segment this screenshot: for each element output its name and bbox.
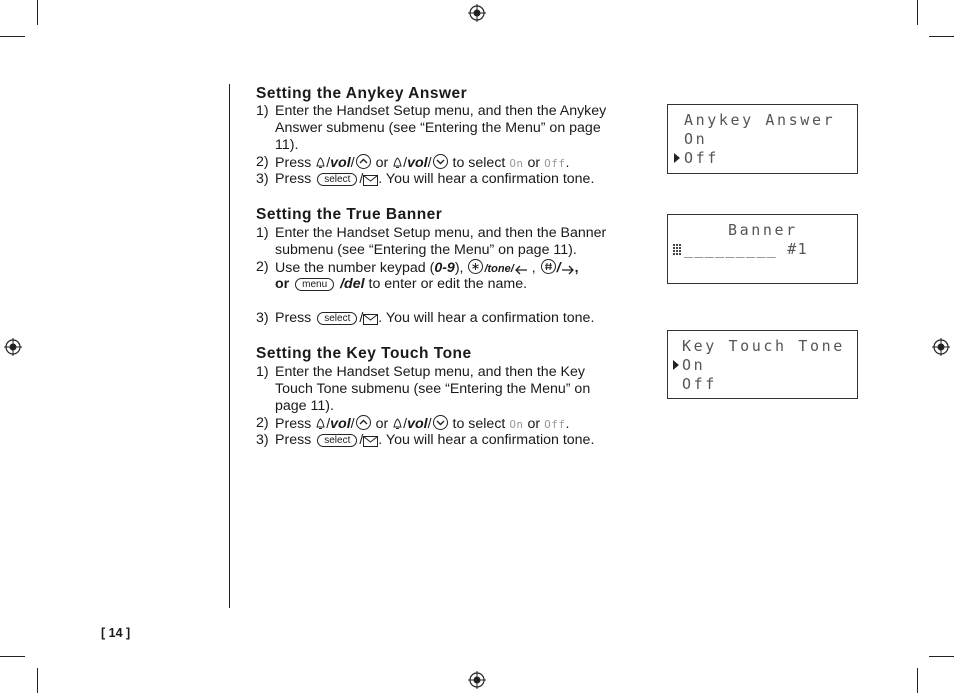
lcd-block-cursor-icon xyxy=(673,244,681,255)
envelope-icon xyxy=(363,314,378,325)
page-number: [ 14 ] xyxy=(101,626,131,640)
step-text-press: Press /vol/ or /vol/ to select On or Off. xyxy=(275,416,570,432)
step-text-press: Press /vol/ or /vol/ to select On or Off. xyxy=(275,155,570,171)
step-text: Enter the Handset Setup menu, and then the Banner xyxy=(275,225,607,241)
lcd-line: On xyxy=(684,130,708,148)
up-arrow-key-icon xyxy=(356,415,371,430)
step-number: 3) xyxy=(256,310,269,326)
step-number: 2) xyxy=(256,415,269,431)
step-text-keypad: or menu /del to enter or edit the name. xyxy=(275,276,528,292)
envelope-icon xyxy=(363,436,378,447)
lcd-option-off: Off xyxy=(544,157,566,170)
step-text-press: Press select / . You will hear a confirmation tone. xyxy=(275,432,595,448)
crop-mark-tr-h xyxy=(929,36,954,37)
step-text: Answer submenu (see “Entering the Menu” on page xyxy=(275,120,601,136)
down-arrow-key-icon xyxy=(433,415,448,430)
up-arrow-key-icon xyxy=(356,154,371,169)
lcd-line: Key Touch Tone xyxy=(682,337,845,355)
select-key-icon: select xyxy=(317,173,357,186)
section-heading-key-touch-tone: Setting the Key Touch Tone xyxy=(256,345,472,362)
lcd-option-on: On xyxy=(509,157,524,170)
step-text: Enter the Handset Setup menu, and then the Key xyxy=(275,364,585,380)
step-number: 1) xyxy=(256,225,269,241)
lcd-line: Off xyxy=(682,375,717,393)
ringer-bell-icon xyxy=(315,157,326,170)
step-text: page 11). xyxy=(275,398,334,414)
step-number: 3) xyxy=(256,171,269,187)
left-arrow-icon xyxy=(514,265,528,275)
lcd-line: Banner xyxy=(728,221,798,239)
lcd-option-on: On xyxy=(509,418,524,431)
step-text: submenu (see “Entering the Menu” on page 11). xyxy=(275,242,577,258)
step-number: 2) xyxy=(256,154,269,170)
crop-mark-bl-h xyxy=(0,656,25,657)
crop-mark-br-v xyxy=(917,668,918,693)
lcd-option-off: Off xyxy=(544,418,566,431)
crop-mark-br-h xyxy=(929,656,954,657)
lcd-line-selected: Off xyxy=(684,149,719,167)
section-heading-anykey: Setting the Anykey Answer xyxy=(256,85,468,102)
section-heading-banner: Setting the True Banner xyxy=(256,206,443,223)
step-text: 11). xyxy=(275,137,299,153)
step-number: 1) xyxy=(256,103,269,119)
step-text: Touch Tone submenu (see “Entering the Menu” on xyxy=(275,381,591,397)
step-text-keypad: Use the number keypad (0-9), /tone/ , / , xyxy=(275,260,579,276)
lcd-line-selected: On xyxy=(682,356,706,374)
crop-mark-tl-v xyxy=(37,0,38,25)
registration-mark-right-icon xyxy=(932,338,950,356)
pound-key-icon xyxy=(541,259,556,274)
lcd-line: Anykey Answer xyxy=(684,111,836,129)
select-key-icon: select xyxy=(317,312,357,325)
lcd-display-anykey xyxy=(667,104,858,174)
crop-mark-bl-v xyxy=(37,668,38,693)
margin-rule xyxy=(229,84,230,608)
step-number: 3) xyxy=(256,432,269,448)
step-number: 2) xyxy=(256,259,269,275)
registration-mark-left-icon xyxy=(4,338,22,356)
ringer-bell-icon xyxy=(315,418,326,431)
step-number: 1) xyxy=(256,364,269,380)
lcd-cursor-arrow-icon xyxy=(674,153,680,163)
registration-mark-bottom-icon xyxy=(468,671,486,689)
crop-mark-tr-v xyxy=(917,0,918,25)
step-text-press: Press select / . You will hear a confirmation tone. xyxy=(275,171,595,187)
envelope-icon xyxy=(363,175,378,186)
lcd-display-key-touch-tone xyxy=(667,330,858,399)
ringer-bell-icon xyxy=(392,157,403,170)
step-text-press: Press select / . You will hear a confirmation tone. xyxy=(275,310,595,326)
menu-key-icon: menu xyxy=(295,278,334,291)
lcd-display-banner xyxy=(667,214,858,284)
star-key-icon xyxy=(468,259,483,274)
down-arrow-key-icon xyxy=(433,154,448,169)
crop-mark-tl-h xyxy=(0,36,25,37)
lcd-cursor-arrow-icon xyxy=(673,360,679,370)
registration-mark-top-icon xyxy=(468,4,486,22)
lcd-line: _________ #1 xyxy=(684,240,808,258)
right-arrow-icon xyxy=(561,265,575,275)
select-key-icon: select xyxy=(317,434,357,447)
ringer-bell-icon xyxy=(392,418,403,431)
step-text: Enter the Handset Setup menu, and then the Anykey xyxy=(275,103,607,119)
